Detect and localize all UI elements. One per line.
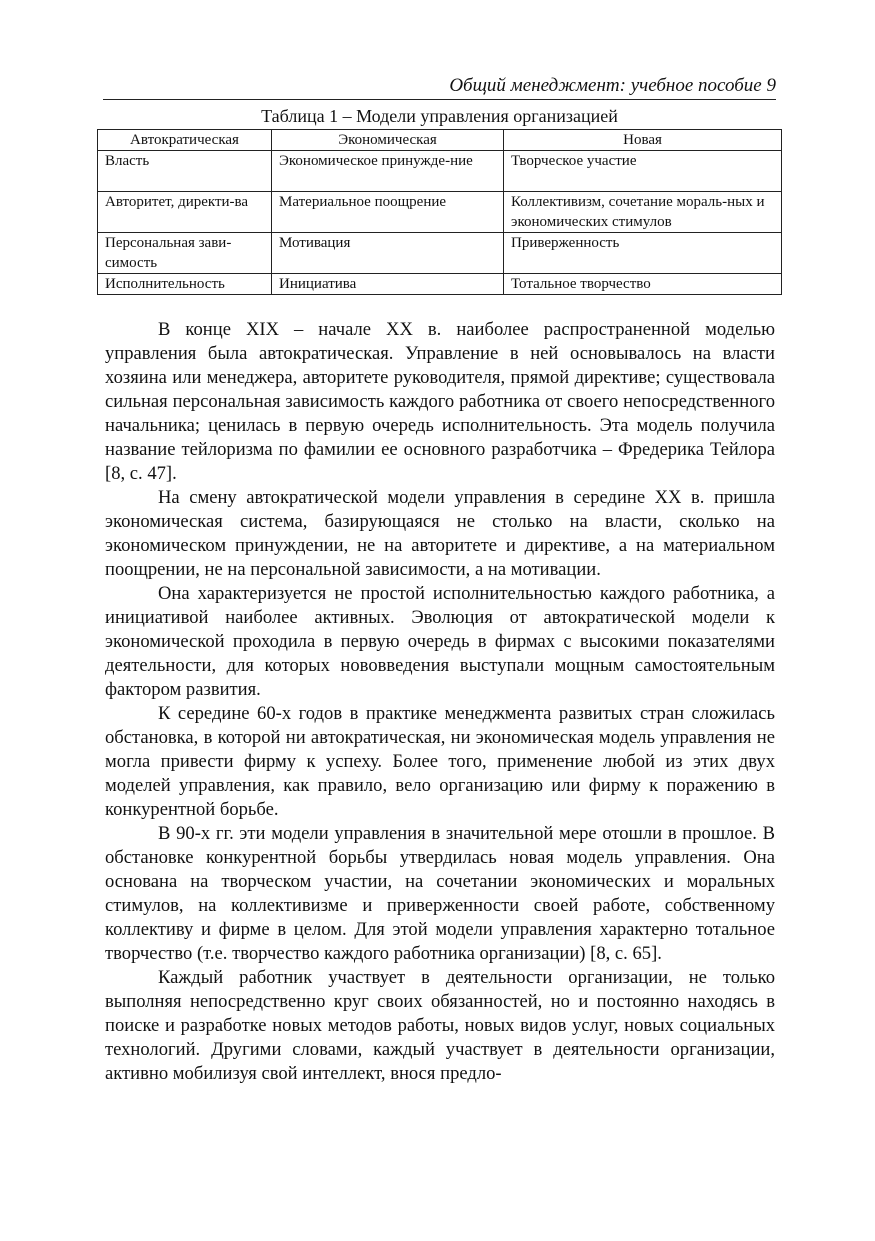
paragraph: На смену автократической модели управления в середине XX в. пришла экономическая система, базирующаяся не столько на власти, сколько на экономическом принуждении, не на авторитете и директиве, а на материальном поощрении, не на персональной зависимости, а на мотивации. xyxy=(105,487,775,580)
table-header-row xyxy=(98,130,782,151)
table-cell: Персональная зави-симость xyxy=(98,233,272,274)
table-cell: Исполнительность xyxy=(98,274,272,295)
paragraph: Она характеризуется не простой исполнительностью каждого работника, а инициативой наиболее активных. Эволюция от автократической модели к экономической проходила в первую очередь в фирмах с высокими показателями деятельности, для которых нововведения выступали мощным самостоятельным фактором развития. xyxy=(105,583,775,700)
table-cell: Мотивация xyxy=(272,233,504,274)
management-models-table xyxy=(97,129,782,295)
header-rule xyxy=(103,99,776,100)
column-header-new: Новая xyxy=(504,130,782,151)
table-cell: Приверженность xyxy=(504,233,782,274)
table-row xyxy=(98,274,782,295)
paragraph: Каждый работник участвует в деятельности организации, не только выполняя непосредственно круг своих обязанностей, но и постоянно находясь в поиске и разработке новых методов работы, новых видов услуг, новых социальных технологий. Другими словами, каждый участвует в деятельности организации, активно мобилизуя свой интеллект, внося предло- xyxy=(105,967,775,1084)
page-number: 9 xyxy=(766,75,776,96)
paragraph: В 90-х гг. эти модели управления в значительной мере отошли в прошлое. В обстановке конкурентной борьбы утвердилась новая модель управления. Она основана на творческом участии, на сочетании экономических и моральных стимулов, на коллективизме и приверженности своей работе, собственному коллективу и фирме в целом. Для этой модели управления характерно тотальное творчество (т.е. творчество каждого работника организации) [8, с. 65]. xyxy=(105,823,775,964)
column-header-autocratic: Автократическая xyxy=(98,130,272,151)
table-cell: Тотальное творчество xyxy=(504,274,782,295)
running-header xyxy=(103,74,776,98)
table-caption: Таблица 1 – Модели управления организацией xyxy=(261,106,618,126)
table-cell: Творческое участие xyxy=(504,151,782,192)
body-text xyxy=(105,318,775,1086)
table-row xyxy=(98,233,782,274)
table-cell: Власть xyxy=(98,151,272,192)
table-row xyxy=(98,151,782,192)
paragraph: В конце XIX – начале XX в. наиболее распространенной моделью управления была автократическая. Управление в ней основывалось на власти хозяина или менеджера, авторитете руководителя, прямой директиве; существовала сильная персональная зависимость каждого работника от своего непосредственного начальника; ценилась в первую очередь исполнительность. Эта модель получила название тейлоризма по фамилии ее основного разработчика – Фредерика Тейлора [8, с. 47]. xyxy=(105,319,775,484)
table-cell: Коллективизм, сочетание мораль-ных и экономических стимулов xyxy=(504,192,782,233)
header-title: Общий менеджмент: учебное пособие xyxy=(449,75,762,96)
column-header-economic: Экономическая xyxy=(272,130,504,151)
table-row xyxy=(98,192,782,233)
paragraph: К середине 60-х годов в практике менеджмента развитых стран сложилась обстановка, в которой ни автократическая, ни экономическая модель управления не могла привести фирму к успеху. Более того, применение любой из этих двух моделей управления, как правило, вело организацию или фирму к поражению в конкурентной борьбе. xyxy=(105,703,775,820)
table-cell: Материальное поощрение xyxy=(272,192,504,233)
table-cell: Авторитет, директи-ва xyxy=(98,192,272,233)
table-cell: Инициатива xyxy=(272,274,504,295)
table-cell: Экономическое принужде-ние xyxy=(272,151,504,192)
